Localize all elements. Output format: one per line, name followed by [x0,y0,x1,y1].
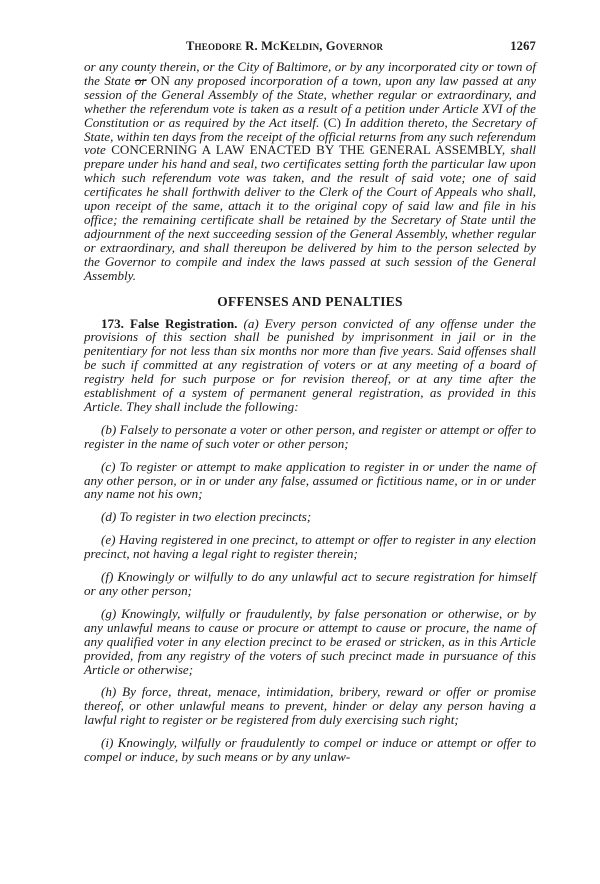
text-run: (a) Every person convicted of any offense under the provisions of this section shall be punished by imprisonment in jail or in the penitentiary for not less than six months nor more than five years. Said offenses shall be such if committed at any registration of voters or at any meeting of a board of registry held for such purpose or for revision thereof, or at any time after the establishment of a system of permanent general registration, as provided in this Article. They shall include the following: [84,315,536,414]
page-body [84,60,536,764]
continued-paragraph [84,60,536,283]
list-item-i: (i) Knowingly, wilfully or fraudulently to compel or induce or attempt or offer to compel or induce, by such means or by any unlaw- [84,735,536,765]
list-item-h: (h) By force, threat, menace, intimidation, bribery, reward or offer or promise thereof, or other unlawful means to prevent, hinder or delay any person having a lawful right to register or be registered from duly exercising such right; [84,684,536,728]
section-heading: OFFENSES AND PENALTIES [217,293,403,309]
running-header [84,39,536,57]
list-item-g: (g) Knowingly, wilfully or fraudulently, by false personation or otherwise, or by any unlawful means to cause or procure or attempt to cause or procure, the name of any qualified voter in any election precinct to be erased or stricken, as in this Article provided, from any registry of the voters of such precinct made in pursuance of this Article or otherwise; [84,605,536,677]
text-run: or any county therein, or the City of Baltimore, or by any incorporated city or town of the State [84,59,536,88]
inserted-caps-text: CONCERNING A LAW ENACTED BY THE GENERAL ASSEMBLY, [111,142,506,158]
page-number: 1267 [510,39,536,53]
inserted-text: ON [146,72,170,88]
section-title: 173. False Registration. [101,315,238,331]
clause-label: (C) [323,114,341,130]
text-run: In addition thereto, the Secretary of State, within ten days from the receipt of the official returns from any such referendum vote [84,114,536,158]
text-run: any proposed incorporation of a town, upon any law passed at any session of the General Assembly of the State, whether regular or extraordinary, and whether the referendum vote is taken as a result of a petition under Article XVI of the Constitution or as required by the Act itself. [84,72,537,130]
section-173-intro [84,317,536,414]
list-item-b: (b) Falsely to personate a voter or other person, and register or attempt or offer to register in the name of such voter or other person; [84,421,536,451]
list-item-e: (e) Having registered in one precinct, to attempt or offer to register in any election precinct, not having a legal right to register therein; [84,532,536,562]
list-item-d: (d) To register in two election precincts; [101,509,312,525]
struck-text: or [134,72,147,88]
list-item-f: (f) Knowingly or wilfully to do any unlawful act to secure registration for himself or any other person; [84,569,536,598]
list-item-c: (c) To register or attempt to make application to register in or under the name of any other person, or in or under any false, assumed or fictitious name, or in or under any name not his own; [84,458,536,502]
running-title: Theodore R. McKeldin, Governor [186,39,384,53]
text-run: shall prepare under his hand and seal, two certificates setting forth the particular law upon which such referendum vote was taken, and the result of said vote; one of said certificates he shall forthwith deliver to the Clerk of the Court of Appeals who shall, upon receipt of the same, attach it to the original copy of said law and file in his office; the remaining certificate shall be retained by the Secretary of State until the adjournment of the next succeeding session of the General Assembly, whether regular or extraordinary, and shall thereupon be delivered by him to the person selected by the Governor to compile and index the laws passed at such session of the General Assembly. [84,142,536,283]
